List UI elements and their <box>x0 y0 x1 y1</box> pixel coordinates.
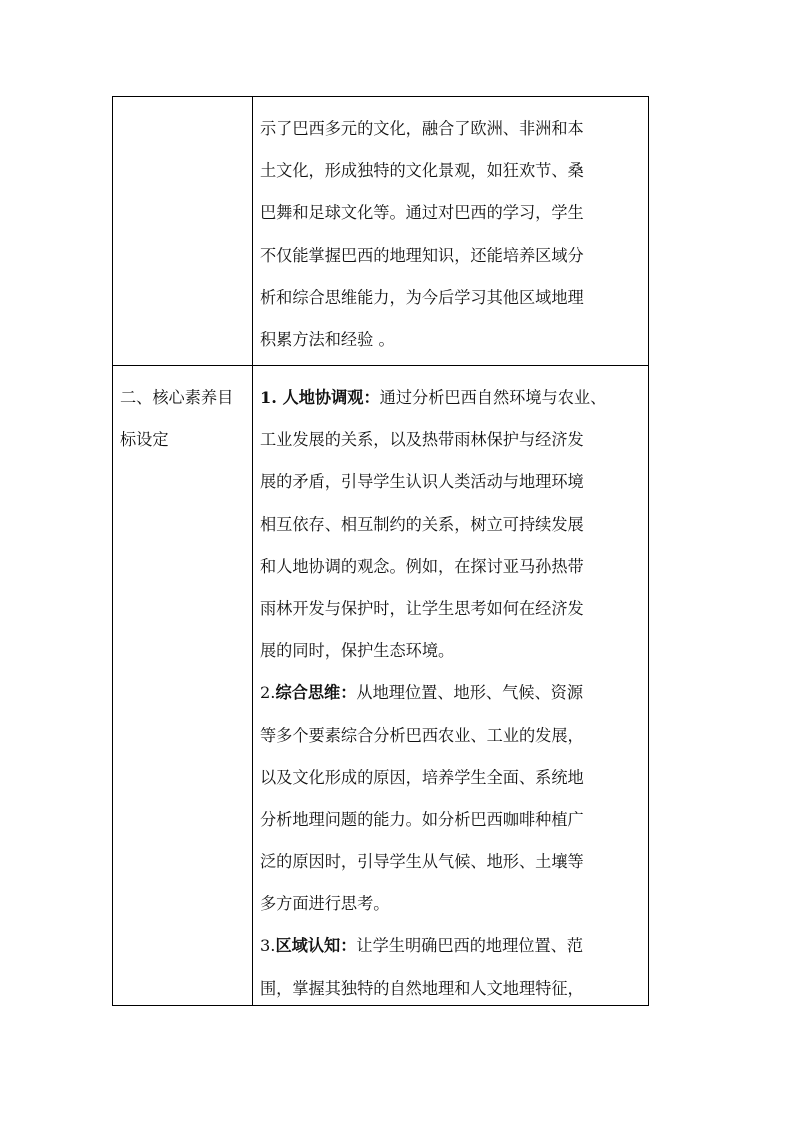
text-line: 泛的原因时，引导学生从气候、地形、土壤等 <box>260 852 584 872</box>
item3-number: 3. <box>260 936 276 956</box>
item2-number: 2. <box>260 683 276 703</box>
text-line: 析和综合思维能力，为今后学习其他区域地理 <box>260 287 584 307</box>
row2-label-cell <box>120 377 248 461</box>
item2-first-line-text: 从地理位置、地形、气候、资源 <box>356 683 584 703</box>
table-row-divider <box>113 365 648 366</box>
item3-heading: 区域认知： <box>275 936 357 956</box>
text-line: 不仅能掌握巴西的地理知识，还能培养区域分 <box>260 245 584 265</box>
text-line: 等多个要素综合分析巴西农业、工业的发展， <box>260 725 584 745</box>
text-line: 雨林开发与保护时，让学生思考如何在经济发 <box>260 598 584 618</box>
text-line: 积累方法和经验 。 <box>260 329 395 349</box>
table-column-divider <box>252 97 253 1005</box>
row1-content-cell <box>260 108 648 361</box>
row2-content-cell <box>260 377 648 1010</box>
item3-first-line-text: 让学生明确巴西的地理位置、范 <box>356 936 584 956</box>
text-line: 土文化，形成独特的文化景观，如狂欢节、桑 <box>260 161 584 181</box>
item2-heading: 综合思维： <box>275 683 357 703</box>
document-table <box>112 96 649 1006</box>
text-line: 巴舞和足球文化等。通过对巴西的学习，学生 <box>260 203 584 223</box>
section-label-line: 二、核心素养目 <box>120 388 234 407</box>
item1-first-line-text: 通过分析巴西自然环境与农业、 <box>379 388 607 407</box>
item3-first-line <box>260 925 648 967</box>
text-line: 展的同时，保护生态环境。 <box>260 641 455 661</box>
item2-first-line <box>260 672 648 714</box>
text-line: 示了巴西多元的文化，融合了欧洲、非洲和本 <box>260 119 584 138</box>
text-line: 相互依存、相互制约的关系，树立可持续发展 <box>260 514 584 534</box>
text-line: 以及文化形成的原因，培养学生全面、系统地 <box>260 767 584 787</box>
text-line: 围，掌握其独特的自然地理和人文地理特征， <box>260 978 584 998</box>
item1-heading: 1. 人地协调观： <box>260 388 380 407</box>
text-line: 和人地协调的观念。例如，在探讨亚马孙热带 <box>260 556 584 576</box>
text-line: 展的矛盾，引导学生认识人类活动与地理环境 <box>260 472 584 492</box>
text-line: 分析地理问题的能力。如分析巴西咖啡种植广 <box>260 809 584 829</box>
text-line: 工业发展的关系，以及热带雨林保护与经济发 <box>260 430 584 450</box>
item1-first-line <box>260 377 648 419</box>
text-line: 多方面进行思考。 <box>260 894 390 914</box>
section-label-line: 标设定 <box>120 430 169 450</box>
